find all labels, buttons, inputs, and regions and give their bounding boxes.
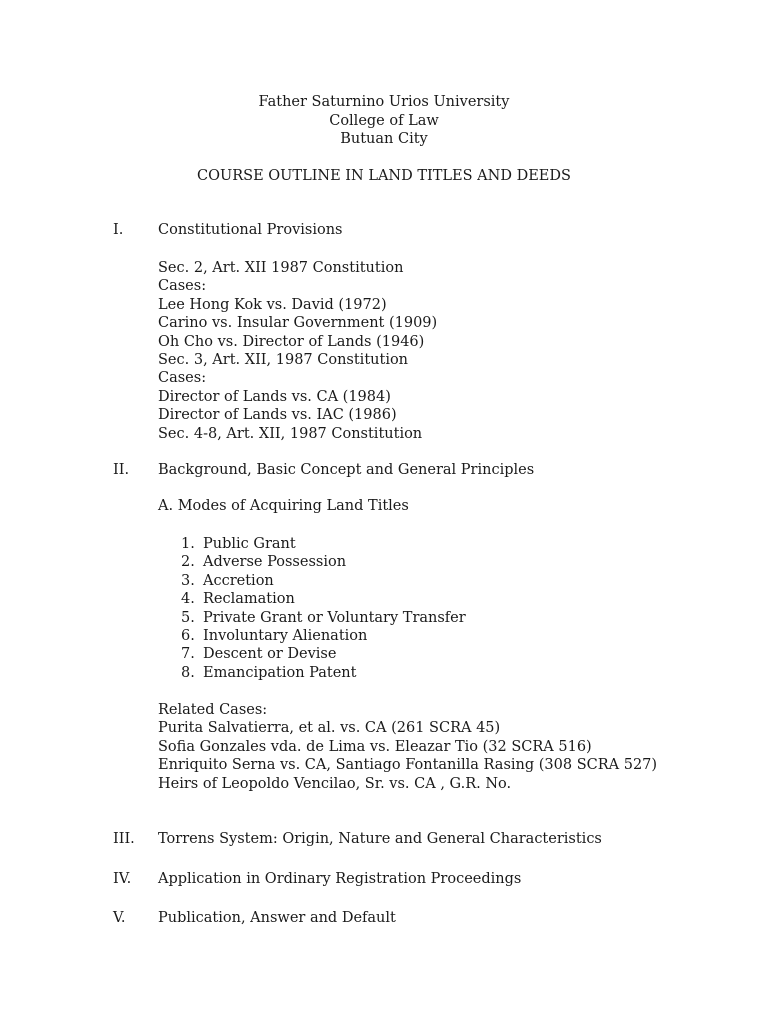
list-item: Cases: — [158, 370, 207, 387]
sub-heading-modes: A. Modes of Acquiring Land Titles — [158, 498, 409, 514]
modes-list — [181, 535, 466, 682]
list-item: Sec. 4-8, Art. XII, 1987 Constitution — [158, 425, 423, 442]
list-item: 5. Private Grant or Voluntary Transfer — [181, 609, 466, 626]
section-numeral: II. — [113, 462, 130, 478]
list-item: 6. Involuntary Alienation — [181, 627, 368, 644]
section-title: Background, Basic Concept and General Principles — [158, 462, 535, 478]
list-item: Director of Lands vs. CA (1984) — [158, 388, 391, 405]
list-item: Cases: — [158, 278, 207, 295]
list-item: Heirs of Leopoldo Vencilao, Sr. vs. CA , G.R. No. — [158, 775, 512, 792]
section-title: Constitutional Provisions — [158, 222, 343, 238]
city-name: Butuan City — [340, 131, 428, 147]
section-title: Application in Ordinary Registration Proceedings — [158, 871, 522, 887]
list-item: Sofia Gonzales vda. de Lima vs. Eleazar Tio (32 SCRA 516) — [158, 738, 592, 755]
list-item: Oh Cho vs. Director of Lands (1946) — [158, 333, 425, 350]
college-name: College of Law — [329, 112, 439, 129]
list-item: Purita Salvatierra, et al. vs. CA (261 SCRA 45) — [158, 720, 501, 737]
list-item: 7. Descent or Devise — [181, 646, 337, 663]
constitutional-provisions-list — [158, 259, 437, 443]
section-numeral: V. — [113, 910, 126, 926]
list-item: Director of Lands vs. IAC (1986) — [158, 407, 397, 424]
section-title: Torrens System: Origin, Nature and General Characteristics — [158, 831, 602, 847]
related-cases-list — [158, 701, 657, 793]
section-numeral: IV. — [113, 871, 132, 887]
list-item: Enriquito Serna vs. CA, Santiago Fontanilla Rasing (308 SCRA 527) — [158, 757, 658, 774]
list-item: Sec. 3, Art. XII, 1987 Constitution — [158, 351, 409, 368]
list-item: Sec. 2, Art. XII 1987 Constitution — [158, 260, 404, 276]
list-item: 4. Reclamation — [181, 591, 295, 608]
university-name: Father Saturnino Urios University — [258, 94, 510, 110]
list-item: 1. Public Grant — [181, 536, 296, 552]
list-item: Carino vs. Insular Government (1909) — [158, 315, 438, 332]
section-title: Publication, Answer and Default — [158, 910, 396, 926]
related-cases-heading: Related Cases: — [158, 702, 268, 718]
list-item: 3. Accretion — [181, 572, 274, 589]
document-header — [0, 93, 768, 185]
list-item: 2. Adverse Possession — [181, 554, 347, 571]
course-title: COURSE OUTLINE IN LAND TITLES AND DEEDS — [197, 167, 571, 184]
section-numeral: I. — [113, 222, 124, 238]
section-numeral: III. — [113, 831, 135, 847]
list-item: Lee Hong Kok vs. David (1972) — [158, 296, 387, 313]
list-item: 8. Emancipation Patent — [181, 664, 357, 681]
